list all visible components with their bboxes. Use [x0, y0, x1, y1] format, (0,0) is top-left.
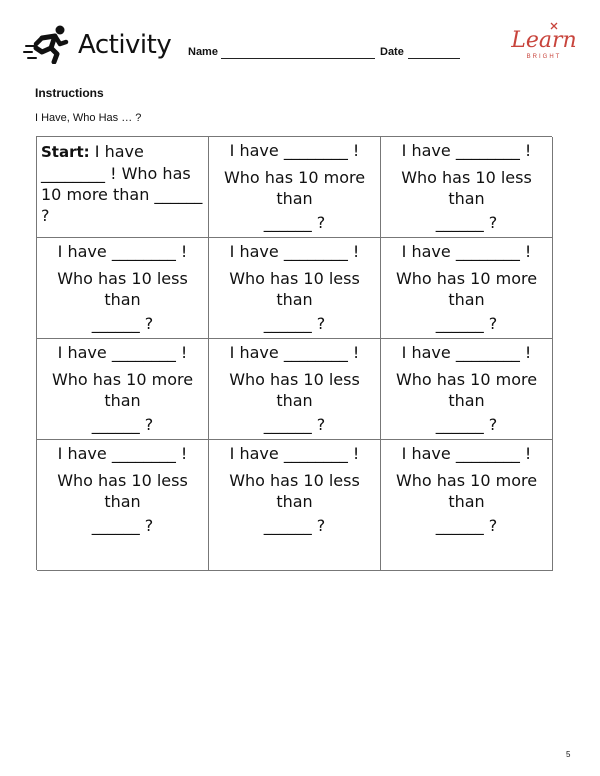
- card-have: I have ________ !: [229, 141, 360, 160]
- card-who: Who has 10 more than: [51, 370, 194, 410]
- card-have: I have ________ !: [229, 242, 360, 261]
- card-blank: ______ ?: [91, 415, 154, 434]
- card-blank: ______ ?: [435, 213, 498, 232]
- name-label: Name: [188, 46, 218, 58]
- page-number: 5: [566, 750, 571, 759]
- instructions-heading: Instructions: [35, 86, 104, 100]
- running-person-icon: [22, 24, 70, 64]
- card-7: [37, 339, 209, 440]
- card-2: [209, 137, 381, 238]
- card-who: Who has 10 more than: [395, 471, 538, 511]
- card-have: I have ________ !: [57, 242, 188, 261]
- start-prompt: I have ________ ! Who has 10 more than ______ ?: [41, 142, 203, 225]
- card-12: [381, 440, 553, 571]
- card-who: Who has 10 less than: [57, 471, 188, 511]
- card-blank: ______ ?: [91, 314, 154, 333]
- card-8: [209, 339, 381, 440]
- card-have: I have ________ !: [401, 242, 532, 261]
- card-have: I have ________ !: [229, 444, 360, 463]
- card-5: [209, 238, 381, 339]
- card-who: Who has 10 more than: [223, 168, 366, 208]
- card-10: [37, 440, 209, 571]
- card-who: Who has 10 less than: [229, 370, 360, 410]
- card-6: [381, 238, 553, 339]
- card-have: I have ________ !: [57, 343, 188, 362]
- card-blank: ______ ?: [263, 213, 326, 232]
- start-card-text: [41, 141, 204, 226]
- card-blank: ______ ?: [91, 516, 154, 535]
- card-9: [381, 339, 553, 440]
- logo-text: Learn: [511, 28, 577, 53]
- logo-subtext: BRIGHT: [526, 54, 562, 60]
- card-have: I have ________ !: [229, 343, 360, 362]
- card-blank: ______ ?: [263, 415, 326, 434]
- activity-subtitle: I Have, Who Has … ?: [35, 112, 142, 124]
- date-field[interactable]: [408, 58, 460, 59]
- card-blank: ______ ?: [435, 314, 498, 333]
- card-who: Who has 10 less than: [229, 471, 360, 511]
- card-who: Who has 10 less than: [229, 269, 360, 309]
- card-grid: [36, 136, 552, 570]
- card-have: I have ________ !: [401, 343, 532, 362]
- card-11: [209, 440, 381, 571]
- card-blank: ______ ?: [263, 516, 326, 535]
- card-blank: ______ ?: [435, 415, 498, 434]
- date-label: Date: [380, 46, 404, 58]
- card-blank: ______ ?: [435, 516, 498, 535]
- card-blank: ______ ?: [263, 314, 326, 333]
- learn-bright-logo: [508, 28, 580, 66]
- card-who: Who has 10 more than: [395, 370, 538, 410]
- card-have: I have ________ !: [57, 444, 188, 463]
- card-who: Who has 10 less than: [57, 269, 188, 309]
- card-4: [37, 238, 209, 339]
- card-have: I have ________ !: [401, 141, 532, 160]
- card-have: I have ________ !: [401, 444, 532, 463]
- page-title: Activity: [78, 30, 172, 60]
- start-label: Start:: [41, 143, 90, 161]
- card-who: Who has 10 more than: [395, 269, 538, 309]
- card-who: Who has 10 less than: [401, 168, 532, 208]
- card-3: [381, 137, 553, 238]
- card-start: [37, 137, 209, 238]
- name-field[interactable]: [221, 58, 375, 59]
